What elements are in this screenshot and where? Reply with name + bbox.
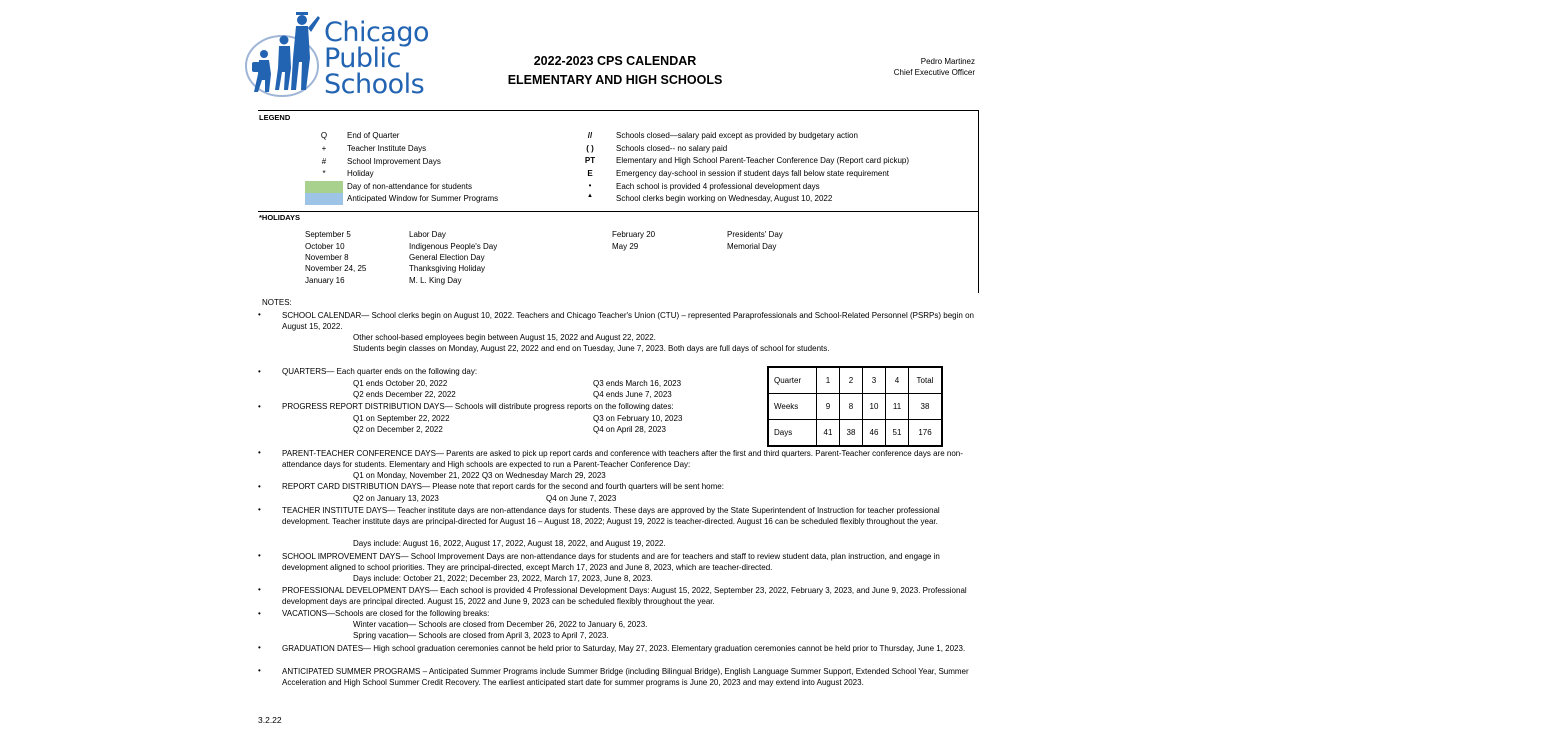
report-card-q2: Q2 on January 13, 2023: [353, 494, 439, 503]
legend-symbol: //: [587, 131, 593, 140]
legend-text: Day of non-attendance for students: [347, 182, 472, 191]
legend-symbol: Q: [320, 131, 328, 140]
legend-text: Elementary and High School Parent-Teacher Conference Day (Report card pickup): [616, 156, 910, 165]
teacher-institute-days: Days include: August 16, 2022, August 17, 2022, August 18, 2022, and August 19, 2022.: [353, 539, 666, 548]
note-quarters: QUARTERS— Each quarter ends on the following day:: [282, 367, 478, 376]
bullet: •: [258, 367, 261, 376]
bullet: •: [258, 643, 261, 652]
holiday-date: February 20: [612, 230, 656, 239]
note-graduation: GRADUATION DATES— High school graduation ceremonies cannot be held prior to Saturday, May 27, 2023. Elementary graduation ceremonies cannot be held prior to Thursday, June 1, 2023.: [282, 644, 966, 653]
table-cell: 2: [840, 367, 863, 394]
progress-q1: Q1 on September 22, 2022: [353, 414, 450, 423]
quarter-4-end: Q4 ends June 7, 2023: [593, 390, 672, 399]
legend-text: School Improvement Days: [347, 157, 441, 166]
holiday-name: M. L. King Day: [409, 276, 462, 285]
holiday-name: Labor Day: [409, 230, 446, 239]
holiday-name: Memorial Day: [727, 242, 777, 251]
legend-text: End of Quarter: [347, 131, 400, 140]
note-report-card: REPORT CARD DISTRIBUTION DAYS— Please note that report cards for the second and fourth quarters will be sent home:: [282, 482, 724, 491]
legend-symbol: PT: [584, 156, 596, 165]
non-attendance-swatch: [305, 181, 343, 193]
bullet: •: [258, 310, 261, 319]
notes-heading: NOTES:: [262, 298, 292, 307]
exec-title: Chief Executive Officer: [893, 68, 975, 77]
note-parent-teacher: PARENT-TEACHER CONFERENCE DAYS— Parents are asked to pick up report cards and conference with teachers after the first and third quarters. Parent-Teacher conference days are non-attendance days for students. Elementary and High schools are expected to run a Parent-Teacher Conference Day:: [282, 449, 963, 470]
cps-logo: [244, 8, 434, 98]
legend-symbol: E: [587, 169, 593, 178]
progress-q2: Q2 on December 2, 2022: [353, 425, 443, 434]
legend-text: Schools closed—salary paid except as provided by budgetary action: [616, 131, 858, 140]
quarter-header-row: [768, 367, 942, 394]
holidays-heading: *HOLIDAYS: [259, 213, 300, 222]
legend-symbol: ▲: [587, 193, 593, 199]
progress-q3: Q3 on February 10, 2023: [593, 414, 683, 423]
table-cell: 8: [840, 394, 863, 420]
bullet: •: [258, 505, 261, 514]
holiday-date: October 10: [305, 242, 345, 251]
school-improvement-days: Days include: October 21, 2022; December 23, 2022, March 17, 2023, June 8, 2023.: [353, 574, 653, 583]
table-cell: 10: [863, 394, 886, 420]
table-cell: 51: [886, 420, 909, 447]
legend-text: Emergency day-school in session if student days fall below state requirement: [616, 169, 890, 178]
legend-text: Teacher Institute Days: [347, 144, 427, 153]
note-teacher-institute: TEACHER INSTITUTE DAYS— Teacher institute days are non-attendance days for students. These days are approved by the State Superintendent of Instruction for teacher professional development. Teacher institute days are principal-directed for August 16 – August 18, 2022; August 19, 2022 is teacher-directed. August 16 can be scheduled flexibly throughout the year.: [282, 506, 940, 527]
legend-divider: [258, 211, 979, 212]
quarter-2-end: Q2 ends December 22, 2022: [353, 390, 456, 399]
table-cell: 41: [817, 420, 840, 447]
bullet: •: [258, 551, 261, 560]
legend-text: Each school is provided 4 professional development days: [616, 182, 820, 191]
bullet: •: [258, 448, 261, 457]
quarter-table: [767, 366, 943, 447]
note-school-calendar: SCHOOL CALENDAR— School clerks begin on August 10, 2022. Teachers and Chicago Teacher's Union (CTU) – represented Paraprofessionals and School-Related Personnel (PSRPs) begin on August 15, 2022.: [282, 311, 974, 332]
table-cell: 1: [817, 367, 840, 394]
cps-figures-icon: [244, 8, 324, 98]
holiday-date: November 8: [305, 253, 349, 262]
note-vacations: VACATIONS—Schools are closed for the following breaks:: [282, 609, 490, 618]
table-cell: 38: [840, 420, 863, 447]
bullet: •: [258, 609, 261, 618]
logo-text-chicago: Chicago: [324, 17, 430, 48]
bullet: •: [258, 585, 261, 594]
legend-symbol: #: [321, 157, 327, 166]
table-cell: 11: [886, 394, 909, 420]
note-school-calendar-2: Other school-based employees begin between August 15, 2022 and August 22, 2022.: [353, 333, 656, 342]
exec-name: Pedro Martinez: [920, 57, 975, 66]
summer-window-swatch: [305, 193, 343, 205]
legend-symbol: +: [321, 144, 327, 153]
note-professional-development: PROFESSIONAL DEVELOPMENT DAYS— Each school is provided 4 Professional Development Days: August 15, 2022, September 23, 2022, February 3, 2023, and June 9, 2023. Professional development days are principal directed. August 15, 2022 and June 9, 2023 can be scheduled flexibly throughout the year.: [282, 586, 967, 607]
legend-symbol: *: [322, 169, 326, 178]
table-cell: 38: [909, 394, 943, 420]
table-cell: 176: [909, 420, 943, 447]
note-progress-report: PROGRESS REPORT DISTRIBUTION DAYS— Schools will distribute progress reports on the following dates:: [282, 402, 674, 411]
holiday-name: Presidents' Day: [727, 230, 783, 239]
legend-text: Holiday: [347, 169, 374, 178]
quarter-weeks-row: [768, 394, 942, 420]
bullet: •: [258, 666, 261, 675]
logo-text-schools: Schools: [324, 69, 425, 100]
quarter-1-end: Q1 ends October 20, 2022: [353, 379, 448, 388]
legend-text: Schools closed-- no salary paid: [616, 144, 728, 153]
table-cell: Weeks: [768, 394, 817, 420]
holiday-name: Indigenous People's Day: [409, 242, 498, 251]
page-subtitle: ELEMENTARY AND HIGH SCHOOLS: [507, 73, 723, 87]
quarter-days-row: [768, 420, 942, 447]
spring-vacation: Spring vacation— Schools are closed from April 3, 2023 to April 7, 2023.: [353, 631, 609, 640]
bullet: •: [258, 482, 261, 491]
quarter-3-end: Q3 ends March 16, 2023: [593, 379, 682, 388]
table-cell: 4: [886, 367, 909, 394]
report-card-q4: Q4 on June 7, 2023: [546, 494, 617, 503]
holiday-date: May 29: [612, 242, 639, 251]
bullet: •: [258, 402, 261, 411]
legend-symbol: ( ): [586, 144, 594, 153]
progress-q4: Q4 on April 28, 2023: [593, 425, 666, 434]
table-cell: 3: [863, 367, 886, 394]
holiday-name: General Election Day: [409, 253, 485, 262]
note-school-calendar-3: Students begin classes on Monday, August 22, 2022 and end on Tuesday, June 7, 2023. Both days are full days of school for students.: [353, 344, 830, 353]
legend-text: School clerks begin working on Wednesday, August 10, 2022: [616, 194, 833, 203]
note-summer-programs: ANTICIPATED SUMMER PROGRAMS – Anticipated Summer Programs include Summer Bridge (including Bilingual Bridge), English Language Summer Support, Extended School Year, Summer Acceleration and High School Summer Credit Recovery. The earliest anticipated start date for summer programs is June 20, 2023 and may extend into August 2023.: [282, 667, 969, 688]
version-footer: 3.2.22: [258, 715, 282, 725]
holiday-name: Thanksgiving Holiday: [409, 264, 486, 273]
holiday-date: November 24, 25: [305, 264, 367, 273]
table-cell: Days: [768, 420, 817, 447]
holiday-date: January 16: [305, 276, 345, 285]
legend-symbol: •: [588, 181, 592, 190]
page-title: 2022-2023 CPS CALENDAR: [533, 54, 697, 68]
table-cell: 46: [863, 420, 886, 447]
legend-heading: LEGEND: [259, 113, 291, 122]
table-cell: Total: [909, 367, 943, 394]
legend-text: Anticipated Window for Summer Programs: [347, 194, 499, 203]
holiday-date: September 5: [305, 230, 351, 239]
ptc-dates: Q1 on Monday, November 21, 2022 Q3 on Wednesday March 29, 2023: [353, 471, 606, 480]
table-cell: Quarter: [768, 367, 817, 394]
note-school-improvement: SCHOOL IMPROVEMENT DAYS— School Improvement Days are non-attendance days for students and are for teachers and staff to review student data, plan instruction, and engage in development aligned to school priorities. They are principal-directed, except March 17, 2023 and June 8, 2023, which are teacher-directed.: [282, 552, 940, 573]
logo-text-public: Public: [324, 43, 401, 74]
table-cell: 9: [817, 394, 840, 420]
winter-vacation: Winter vacation— Schools are closed from December 26, 2022 to January 6, 2023.: [353, 620, 648, 629]
